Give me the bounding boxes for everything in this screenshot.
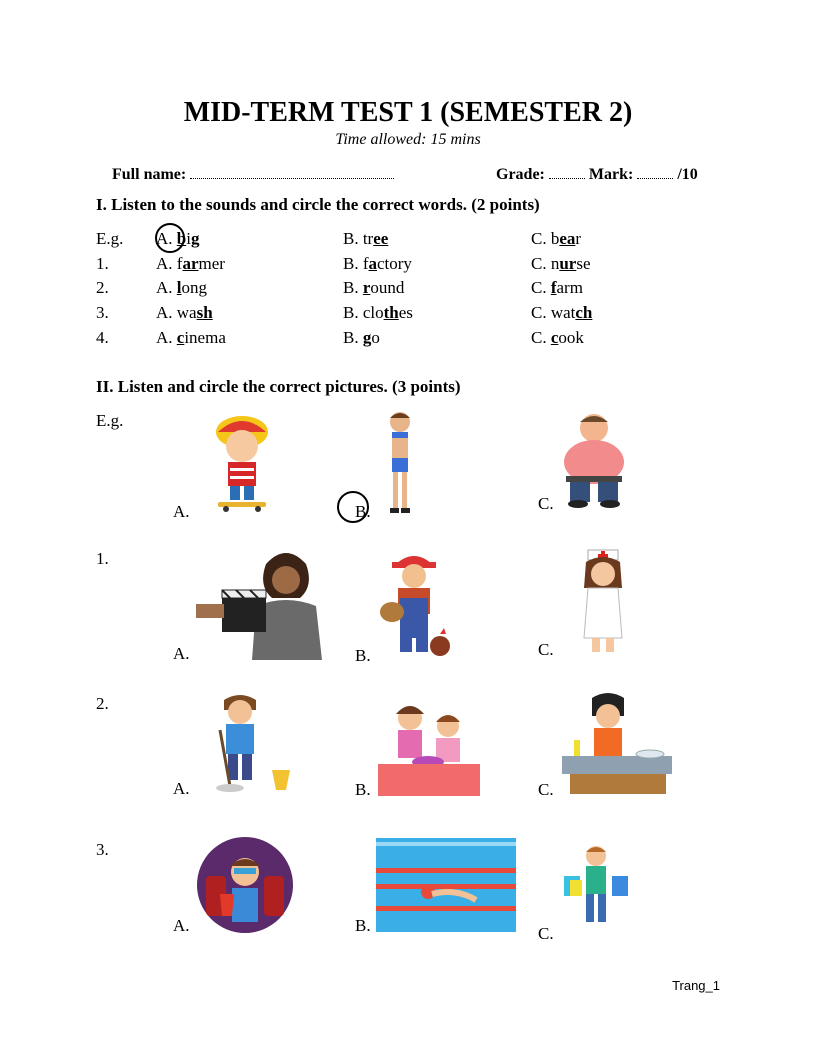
word-part: A.: [156, 278, 177, 297]
option-a-label: A.: [173, 502, 190, 521]
word-part: ook: [558, 328, 584, 347]
option-a-label: A.: [173, 644, 190, 663]
word-part: B.: [343, 278, 363, 297]
word-part: B.: [343, 328, 363, 347]
q-number: 2.: [96, 694, 109, 713]
target-sound: ur: [559, 254, 577, 273]
word-option-a[interactable]: [156, 303, 213, 323]
option-b-label: B.: [355, 646, 371, 665]
answer-circle: [337, 491, 369, 523]
option-b-label: B.: [355, 916, 371, 935]
mark-total: /10: [677, 166, 698, 183]
option-a-label: A.: [173, 916, 190, 935]
target-sound: ea: [559, 229, 576, 248]
word-part: C. n: [531, 254, 560, 273]
word-option-a[interactable]: [156, 328, 226, 348]
word-option-a[interactable]: [156, 254, 225, 274]
word-part: ound: [370, 278, 405, 297]
option-c-label: C.: [538, 924, 554, 943]
page-title: MID-TERM TEST 1 (SEMESTER 2): [183, 97, 633, 128]
q-number: 3.: [96, 303, 109, 322]
word-option-b[interactable]: [343, 278, 404, 298]
target-sound: th: [383, 303, 399, 322]
fat-man-picture[interactable]: [556, 410, 632, 508]
film-director-picture[interactable]: [196, 546, 326, 660]
word-part: ctory: [377, 254, 412, 273]
q-number: 4.: [96, 328, 109, 347]
option-b-label: B.: [355, 780, 371, 799]
word-option-b[interactable]: [343, 303, 413, 323]
grade-mark-field[interactable]: [496, 166, 698, 184]
grade-label: Grade:: [496, 166, 545, 183]
q-number: 2.: [96, 278, 109, 297]
target-sound: c: [550, 328, 559, 347]
option-c-label: C.: [538, 494, 554, 513]
option-b-label: B.: [355, 502, 371, 521]
word-part: B. clo: [343, 303, 384, 322]
word-option-c[interactable]: [531, 254, 591, 274]
word-option-b[interactable]: [343, 229, 388, 249]
full-name-label: Full name:: [112, 166, 187, 183]
option-c-label: C.: [538, 780, 554, 799]
target-sound: g: [362, 328, 372, 347]
target-sound: ee: [373, 229, 389, 248]
word-option-c[interactable]: [531, 229, 581, 249]
mark-blank[interactable]: [637, 166, 673, 179]
target-sound: f: [550, 278, 557, 297]
q-number: E.g.: [96, 411, 124, 430]
q-number: E.g.: [96, 229, 124, 248]
swimming-picture[interactable]: [376, 838, 516, 932]
word-part: A.: [156, 328, 177, 347]
word-part: A. f: [156, 254, 183, 273]
tall-man-picture[interactable]: [380, 408, 420, 516]
target-sound: g: [190, 229, 200, 248]
word-part: A. wa: [156, 303, 197, 322]
word-part: se: [576, 254, 591, 273]
full-name-blank[interactable]: [190, 166, 394, 179]
word-part: B. tr: [343, 229, 374, 248]
word-part: mer: [198, 254, 225, 273]
full-name-field[interactable]: [112, 166, 394, 184]
girls-cooking-picture[interactable]: [378, 692, 480, 796]
cinema-boy-picture[interactable]: [196, 836, 294, 934]
girl-washing-dishes-picture[interactable]: [562, 692, 672, 794]
q-number: 3.: [96, 840, 109, 859]
word-part: i: [186, 229, 191, 248]
mark-label: Mark:: [588, 166, 634, 183]
word-part: inema: [184, 328, 226, 347]
word-part: C.: [531, 278, 551, 297]
target-sound: ch: [575, 303, 593, 322]
section2-heading: II. Listen and circle the correct pictures. (3 points): [96, 377, 461, 396]
target-sound: c: [176, 328, 185, 347]
word-part: B. f: [343, 254, 369, 273]
q-number: 1.: [96, 549, 109, 568]
option-a-label: A.: [173, 779, 190, 798]
target-sound: r: [362, 278, 371, 297]
word-part: r: [575, 229, 582, 248]
target-sound: a: [368, 254, 377, 273]
farmer-picture[interactable]: [378, 548, 452, 658]
word-part: ong: [181, 278, 208, 297]
target-sound: sh: [196, 303, 213, 322]
word-option-c[interactable]: [531, 303, 592, 323]
word-part: C. b: [531, 229, 560, 248]
word-option-c[interactable]: [531, 278, 583, 298]
word-option-b[interactable]: [343, 328, 380, 348]
word-part: C. wat: [531, 303, 576, 322]
grade-blank[interactable]: [549, 166, 585, 179]
time-allowed: Time allowed: 15 mins: [335, 131, 481, 148]
page-number: Trang_1: [672, 978, 720, 993]
q-number: 1.: [96, 254, 109, 273]
nurse-picture[interactable]: [572, 548, 634, 656]
boy-mopping-picture[interactable]: [200, 690, 296, 794]
word-option-a[interactable]: [156, 278, 207, 298]
word-part: es: [398, 303, 413, 322]
section1-heading: I. Listen to the sounds and circle the correct words. (2 points): [96, 195, 540, 214]
man-shopping-picture[interactable]: [558, 844, 634, 928]
word-part: C.: [531, 328, 551, 347]
word-option-c[interactable]: [531, 328, 584, 348]
word-part: A.: [156, 229, 177, 248]
answer-circle: [155, 223, 185, 253]
target-sound: l: [176, 278, 182, 297]
option-c-label: C.: [538, 640, 554, 659]
word-part: arm: [556, 278, 583, 297]
word-option-b[interactable]: [343, 254, 412, 274]
boy-skateboard-picture[interactable]: [206, 410, 278, 514]
target-sound: ar: [182, 254, 199, 273]
target-sound: b: [176, 229, 187, 248]
word-part: o: [371, 328, 380, 347]
